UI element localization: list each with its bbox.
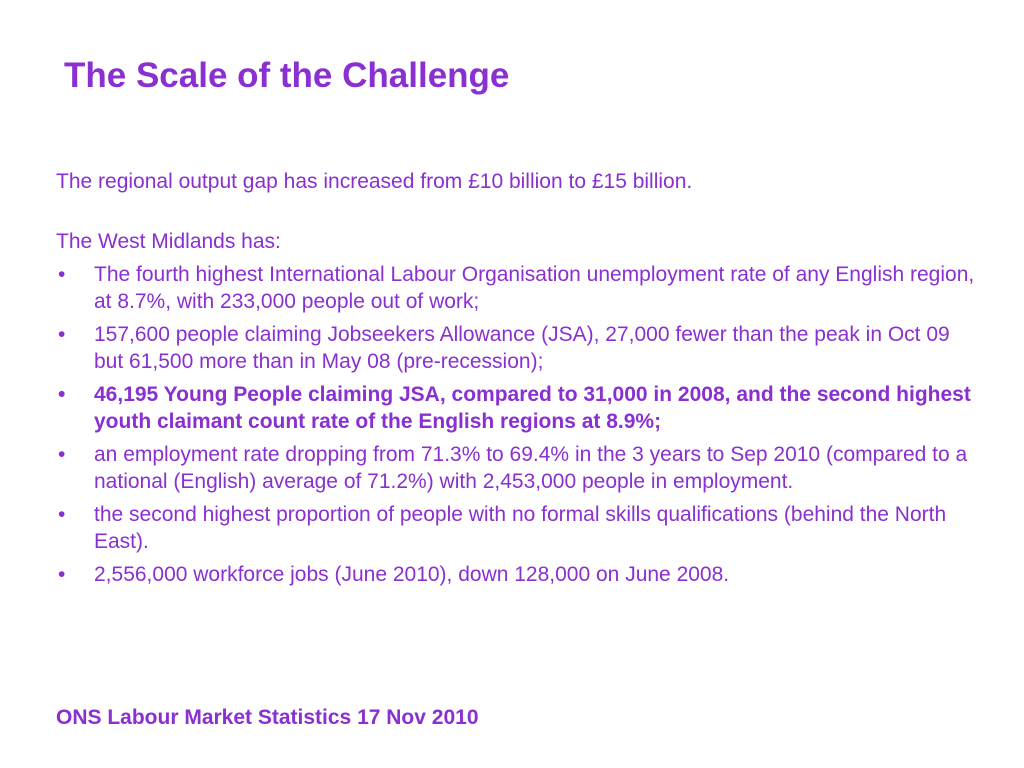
slide-body	[56, 168, 976, 588]
bullet-item-unemployment: • The fourth highest International Labour Organisation unemployment rate of any English region, at 8.7%, with 233,000 people out of work;	[56, 261, 976, 315]
bullet-item-jsa-claimants: • 157,600 people claiming Jobseekers Allowance (JSA), 27,000 fewer than the peak in Oct 09 but 61,500 more than in May 08 (pre-recession);	[56, 321, 976, 375]
source-citation: ONS Labour Market Statistics 17 Nov 2010	[56, 706, 479, 729]
bullet-item-skills: • the second highest proportion of people with no formal skills qualifications (behind the North East).	[56, 501, 976, 555]
intro-text: The regional output gap has increased from £10 billion to £15 billion.	[56, 170, 693, 193]
lead-text: The West Midlands has:	[56, 230, 281, 253]
bullet-item-workforce-jobs: • 2,556,000 workforce jobs (June 2010), down 128,000 on June 2008.	[56, 561, 976, 588]
bullet-item-young-people: • 46,195 Young People claiming JSA, compared to 31,000 in 2008, and the second highest youth claimant count rate of the English regions at 8.9%;	[56, 381, 976, 435]
bullet-item-employment-rate: • an employment rate dropping from 71.3% to 69.4% in the 3 years to Sep 2010 (compared to a national (English) average of 71.2%) with 2,453,000 people in employment.	[56, 441, 976, 495]
bullet-list	[56, 261, 976, 588]
slide-title: The Scale of the Challenge	[64, 56, 510, 95]
